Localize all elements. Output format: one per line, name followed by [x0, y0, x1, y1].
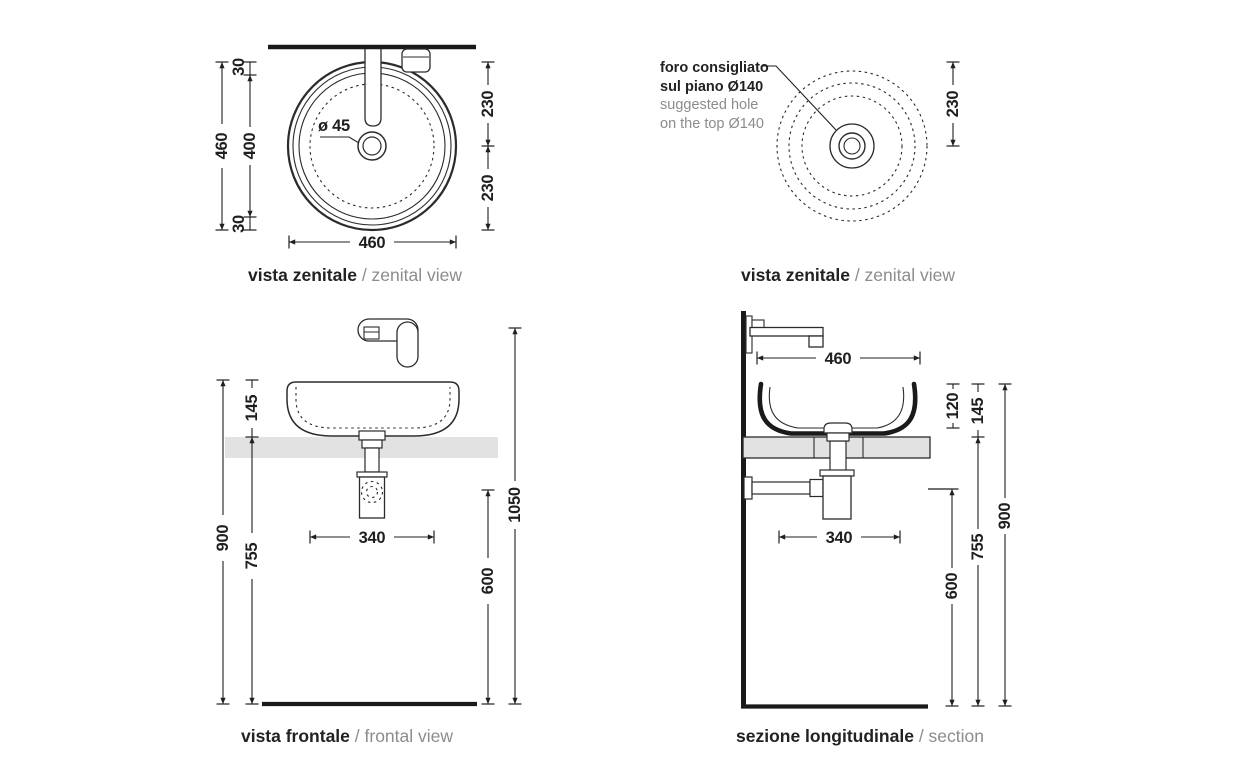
faucet-spout-top [365, 47, 381, 126]
dim-label-rim-to-floor: 900 [214, 524, 232, 552]
view-section [741, 311, 1014, 708]
caption-section-primary: sezione longitudinale [736, 726, 914, 746]
dim-overall-width [289, 234, 456, 252]
drain-siphon-front [357, 431, 387, 518]
view-zenital-left [213, 47, 497, 252]
caption-zenital-right-primary: vista zenitale [740, 265, 850, 285]
dim-label-drain-spacing-sec: 340 [825, 529, 853, 547]
dim-label-overall-width: 460 [358, 234, 386, 252]
view-frontal [214, 319, 524, 704]
caption-zenital-left [200, 265, 510, 286]
dim-label-outlet-height-sec: 600 [943, 572, 961, 600]
dim-outlet-height-section [928, 489, 961, 706]
dim-basin-height-section [969, 384, 987, 437]
caption-zenital-left-primary: vista zenitale [247, 265, 357, 285]
faucet-front [358, 319, 418, 367]
dim-center-offset [944, 62, 962, 146]
note-line-1: foro consigliato [660, 60, 769, 76]
dim-drain-spacing-front [310, 529, 434, 547]
dim-label-drain: ø 45 [318, 117, 350, 135]
dim-overall-height [213, 62, 231, 230]
dim-label-counter-to-floor-sec: 755 [969, 533, 987, 561]
caption-section-secondary: / section [918, 726, 984, 746]
dim-rim-to-floor-section [996, 384, 1014, 706]
caption-zenital-right-secondary: / zenital view [854, 265, 955, 285]
suggested-hole-circle [830, 124, 874, 168]
dim-label-rim-top: 30 [230, 58, 248, 76]
dim-label-center-top: 230 [479, 90, 497, 118]
dim-rim-and-bowl [230, 58, 259, 233]
dim-center-halves [479, 62, 497, 230]
note-line-3: suggested hole [660, 97, 759, 113]
dim-label-center-offset: 230 [944, 90, 962, 118]
note-line-2: sul piano Ø140 [660, 78, 764, 95]
dim-label-outlet-height: 600 [479, 567, 497, 595]
dim-counter-to-floor-section [969, 437, 987, 706]
dim-inner-depth-section [944, 384, 962, 428]
dim-label-counter-to-floor: 755 [243, 542, 261, 570]
dim-basin-height-front [243, 380, 261, 437]
caption-frontal-secondary: / frontal view [354, 726, 454, 746]
dim-label-inner-depth: 120 [944, 392, 962, 420]
faucet-section [746, 316, 823, 353]
dim-faucet-to-floor-front [506, 328, 524, 704]
caption-zenital-right [693, 265, 1003, 286]
dim-label-bowl-diameter: 400 [241, 132, 259, 160]
dim-label-center-bottom: 230 [479, 174, 497, 202]
dim-counter-to-floor-front [243, 437, 261, 704]
faucet-control-top [402, 49, 430, 72]
caption-frontal [192, 726, 502, 747]
dim-drain-spacing-section [779, 529, 900, 547]
dim-label-rim-to-floor-sec: 900 [996, 502, 1014, 530]
dim-label-basin-height-sec: 145 [969, 397, 987, 425]
suggested-hole-note [660, 59, 800, 133]
dim-basin-width-section [757, 350, 920, 368]
dim-label-basin-height: 145 [243, 394, 261, 422]
dim-outlet-height-front [479, 490, 497, 704]
dim-label-rim-bottom: 30 [230, 215, 248, 233]
basin-front [287, 382, 459, 436]
dim-drain-diameter [318, 117, 359, 143]
dim-rim-to-floor-front [214, 380, 232, 704]
caption-section [705, 726, 1015, 747]
caption-frontal-primary: vista frontale [240, 726, 350, 746]
dim-label-overall-height: 460 [213, 132, 231, 160]
dim-label-basin-width: 460 [824, 350, 852, 368]
note-line-4: on the top Ø140 [660, 115, 764, 132]
dim-label-faucet-to-floor: 1050 [506, 487, 524, 523]
drain-hole [358, 132, 386, 160]
caption-zenital-left-secondary: / zenital view [361, 265, 462, 285]
dim-label-drain-spacing: 340 [358, 529, 386, 547]
